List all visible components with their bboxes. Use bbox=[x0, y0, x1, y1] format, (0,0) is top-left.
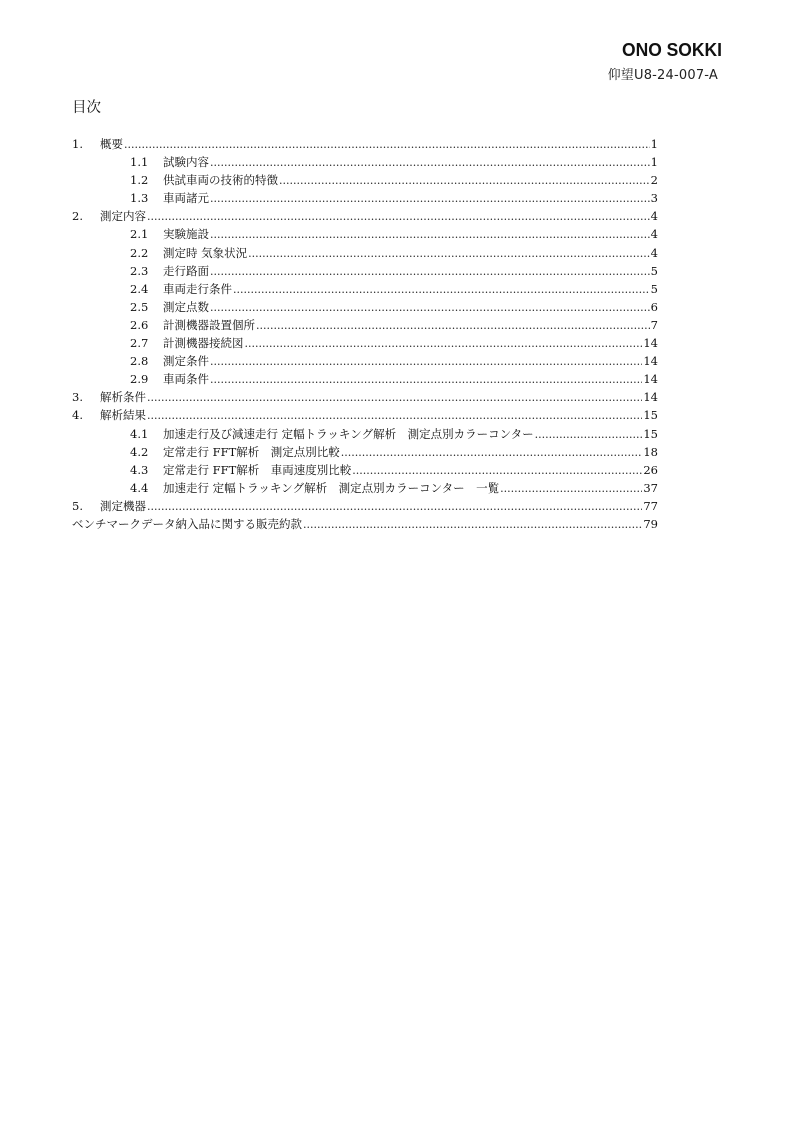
toc-dot-leader bbox=[233, 281, 650, 299]
toc-dot-leader bbox=[279, 172, 650, 190]
toc-entry-page: 5 bbox=[650, 263, 658, 278]
toc-entry-title: 定常走行 FFT解析 車両速度別比較 bbox=[163, 462, 352, 477]
toc-entry-number: 2.7 bbox=[130, 336, 149, 351]
toc-dot-leader bbox=[210, 190, 650, 208]
toc-entry-page: 14 bbox=[643, 390, 658, 405]
toc-dot-leader bbox=[535, 426, 643, 444]
toc-entry-page: 4 bbox=[650, 209, 658, 224]
toc-dot-leader bbox=[256, 317, 650, 335]
toc-dot-leader bbox=[210, 353, 642, 371]
toc-entry-number: 2.8 bbox=[130, 354, 149, 369]
toc-entry-title: 走行路面 bbox=[163, 263, 209, 278]
toc-entry[interactable] bbox=[72, 461, 658, 479]
toc-entry-page: 26 bbox=[643, 462, 658, 477]
toc-dot-leader bbox=[341, 444, 643, 462]
toc-dot-leader bbox=[210, 154, 650, 172]
toc-entry[interactable] bbox=[72, 497, 658, 515]
toc-entry-number: 4.4 bbox=[130, 480, 149, 495]
toc-entry-page: 2 bbox=[650, 173, 658, 188]
toc-dot-leader bbox=[210, 226, 650, 244]
toc-entry-title: 実験施設 bbox=[163, 227, 209, 242]
toc-entry-title: 解析結果 bbox=[100, 408, 146, 423]
toc-entry-page: 14 bbox=[643, 336, 658, 351]
toc-dot-leader bbox=[147, 498, 642, 516]
toc-entry-title: 車両諸元 bbox=[163, 191, 209, 206]
toc-entry-number: 2. bbox=[72, 209, 83, 224]
toc-entry-page: 79 bbox=[643, 516, 658, 531]
toc-entry-page: 15 bbox=[643, 426, 658, 441]
toc-entry-title: 解析条件 bbox=[100, 390, 146, 405]
toc-entry-title: 加速走行 定幅トラッキング解析 測定点別カラーコンター 一覧 bbox=[163, 480, 500, 495]
toc-entry[interactable] bbox=[72, 153, 658, 171]
toc-dot-leader bbox=[147, 208, 650, 226]
toc-entry-page: 15 bbox=[643, 408, 658, 423]
toc-entry-title: 測定条件 bbox=[163, 354, 209, 369]
toc-entry-number: 3. bbox=[72, 390, 83, 405]
toc-entry-title: 加速走行及び減速走行 定幅トラッキング解析 測定点別カラーコンター bbox=[163, 426, 534, 441]
toc-entry-number: 2.1 bbox=[130, 227, 149, 242]
toc-entry-title: 測定内容 bbox=[100, 209, 146, 224]
toc-entry-number: 4. bbox=[72, 408, 83, 423]
toc-dot-leader bbox=[245, 335, 643, 353]
toc-entry-page: 37 bbox=[643, 480, 658, 495]
toc-entry-page: 4 bbox=[650, 245, 658, 260]
toc-entry[interactable] bbox=[72, 352, 658, 370]
toc-entry-page: 3 bbox=[650, 191, 658, 206]
toc-entry-page: 14 bbox=[643, 372, 658, 387]
toc-dot-leader bbox=[210, 299, 650, 317]
toc-dot-leader bbox=[210, 371, 642, 389]
toc-entry[interactable] bbox=[72, 388, 658, 406]
ono-sokki-logo bbox=[622, 38, 722, 60]
toc-entry-title: 計測機器接続図 bbox=[163, 336, 244, 351]
toc-entry-number: 2.6 bbox=[130, 317, 149, 332]
toc-entry-title: ベンチマークデータ納入品に関する販売約款 bbox=[72, 516, 302, 531]
toc-dot-leader bbox=[210, 263, 650, 281]
toc-entry-number: 4.1 bbox=[130, 426, 149, 441]
toc-entry-page: 18 bbox=[643, 444, 658, 459]
document-id: 仰望U8-24-007-A bbox=[607, 68, 718, 83]
ono-sokki-logo-text: ONO SOKKI bbox=[622, 40, 722, 60]
toc-entry-page: 6 bbox=[650, 299, 658, 314]
toc-entry-page: 14 bbox=[643, 354, 658, 369]
toc-entry-page: 5 bbox=[650, 281, 658, 296]
toc-entry[interactable] bbox=[72, 189, 658, 207]
toc-entry-number: 2.4 bbox=[130, 281, 149, 296]
toc-entry-page: 77 bbox=[643, 498, 658, 513]
toc-entry[interactable] bbox=[72, 370, 658, 388]
toc-dot-leader bbox=[147, 407, 642, 425]
toc-entry[interactable] bbox=[72, 515, 658, 533]
toc-entry[interactable] bbox=[72, 280, 658, 298]
toc-entry-number: 1. bbox=[72, 137, 83, 151]
toc-entry[interactable] bbox=[72, 316, 658, 334]
toc-entry-page: 1 bbox=[650, 155, 658, 170]
toc-entry-number: 5. bbox=[72, 498, 83, 513]
toc-entry[interactable] bbox=[72, 334, 658, 352]
toc-entry[interactable] bbox=[72, 171, 658, 189]
toc-entry-number: 2.5 bbox=[130, 299, 149, 314]
toc-entry-page: 1 bbox=[650, 137, 658, 151]
toc-entry-title: 供試車両の技術的特徴 bbox=[163, 173, 278, 188]
toc-entry[interactable] bbox=[72, 479, 658, 497]
toc-dot-leader bbox=[500, 480, 642, 498]
toc-entry-page: 7 bbox=[650, 317, 658, 332]
toc-entry[interactable] bbox=[72, 298, 658, 316]
toc-entry-title: 測定時 気象状況 bbox=[163, 245, 248, 260]
toc-entry[interactable] bbox=[72, 225, 658, 243]
toc-entry[interactable] bbox=[72, 406, 658, 424]
toc-heading: 目次 bbox=[72, 100, 101, 116]
toc-entry[interactable] bbox=[72, 207, 658, 225]
toc-entry-number: 2.9 bbox=[130, 372, 149, 387]
toc-entry-number: 2.2 bbox=[130, 245, 149, 260]
toc-entry-title: 定常走行 FFT解析 測定点別比較 bbox=[163, 444, 340, 459]
toc-dot-leader bbox=[248, 245, 650, 263]
toc-entry-number: 2.3 bbox=[130, 263, 149, 278]
toc-entry-title: 車両条件 bbox=[163, 372, 209, 387]
toc-entry[interactable] bbox=[72, 425, 658, 443]
toc-entry-number: 4.3 bbox=[130, 462, 149, 477]
toc-entry-number: 4.2 bbox=[130, 444, 149, 459]
toc-entry[interactable] bbox=[72, 262, 658, 280]
toc-dot-leader bbox=[147, 389, 642, 407]
toc-entry-title: 測定機器 bbox=[100, 498, 146, 513]
toc-dot-leader bbox=[124, 136, 650, 154]
toc-entry-title: 測定点数 bbox=[163, 299, 209, 314]
toc-entry[interactable] bbox=[72, 135, 658, 153]
toc-entry[interactable] bbox=[72, 443, 658, 461]
toc-entry-number: 1.1 bbox=[130, 155, 149, 170]
toc-entry-page: 4 bbox=[650, 227, 658, 242]
toc-entry[interactable] bbox=[72, 244, 658, 262]
toc-entry-title: 概要 bbox=[100, 137, 123, 151]
toc-entry-title: 試験内容 bbox=[163, 155, 209, 170]
toc-entry-number: 1.2 bbox=[130, 173, 149, 188]
toc-entry-number: 1.3 bbox=[130, 191, 149, 206]
toc-dot-leader bbox=[352, 462, 642, 480]
toc-entry-title: 計測機器設置個所 bbox=[163, 317, 255, 332]
toc-dot-leader bbox=[303, 516, 642, 534]
table-of-contents bbox=[72, 135, 658, 533]
toc-entry-title: 車両走行条件 bbox=[163, 281, 232, 296]
